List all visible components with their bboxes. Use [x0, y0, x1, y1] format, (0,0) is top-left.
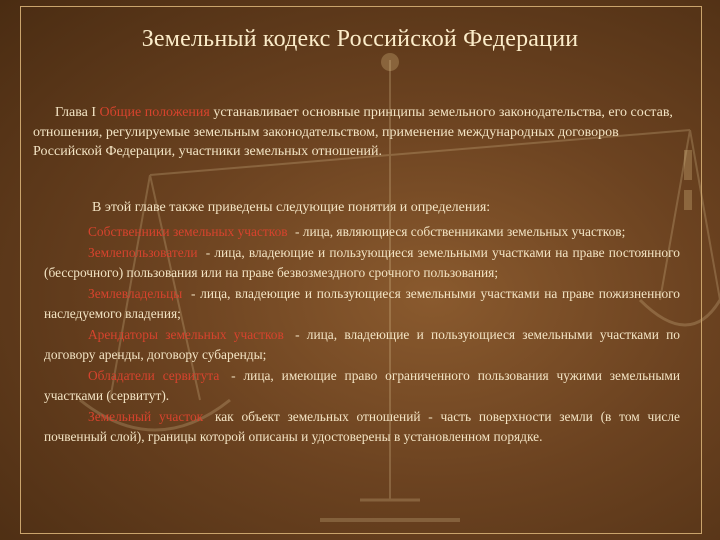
definition-term: Землепользователи: [88, 245, 198, 260]
definition-item: [44, 325, 680, 365]
definition-text: - лица, владеющие и пользующиеся земельными участками на праве пожизненного наследуемого владения;: [44, 286, 680, 321]
definitions-list: [44, 222, 680, 448]
chapter-number: Глава I: [55, 105, 97, 120]
definition-text: - лица, владеющие и пользующиеся земельными участками на праве постоянного (бессрочного) пользования или на праве безвозмездного срочного пользования;: [44, 245, 680, 280]
definition-term: Обладатели сервитута: [88, 368, 220, 383]
definition-text: - лица, имеющие право ограниченного пользования чужими земельными участками (сервитут).: [44, 368, 680, 403]
definition-text: - лица, владеющие и пользующиеся земельными участками по договору аренды, договору субаренды;: [44, 327, 680, 362]
definition-term: Землевладельцы: [88, 286, 183, 301]
intro-text: устанавливает основные принципы земельного законодательства, его состав, отношения, регулируемые земельным законодательством, применение международных договоров Российской Федерации, участники земельных отношений.: [33, 105, 673, 159]
definition-item: [44, 243, 680, 283]
definition-item: [44, 366, 680, 406]
definition-term: Земельный участок: [88, 409, 204, 424]
definitions-lead: В этой главе также приведены следующие понятия и определения:: [92, 200, 491, 215]
definition-term: Собственники земельных участков: [88, 224, 288, 239]
chapter-name: Общие положения: [99, 105, 210, 120]
page-title: Земельный кодекс Российской Федерации: [141, 26, 579, 52]
definition-term: Арендаторы земельных участков: [88, 327, 284, 342]
definition-item: [44, 222, 680, 242]
definition-item: [44, 407, 680, 447]
definition-text: - лица, являющиеся собственниками земельных участков;: [294, 224, 626, 239]
definition-text: как объект земельных отношений - часть поверхности земли (в том числе почвенный слой), границы которой описаны и удостоверены в установленном порядке.: [44, 409, 680, 444]
intro-paragraph: [33, 103, 681, 162]
definition-item: [44, 284, 680, 324]
